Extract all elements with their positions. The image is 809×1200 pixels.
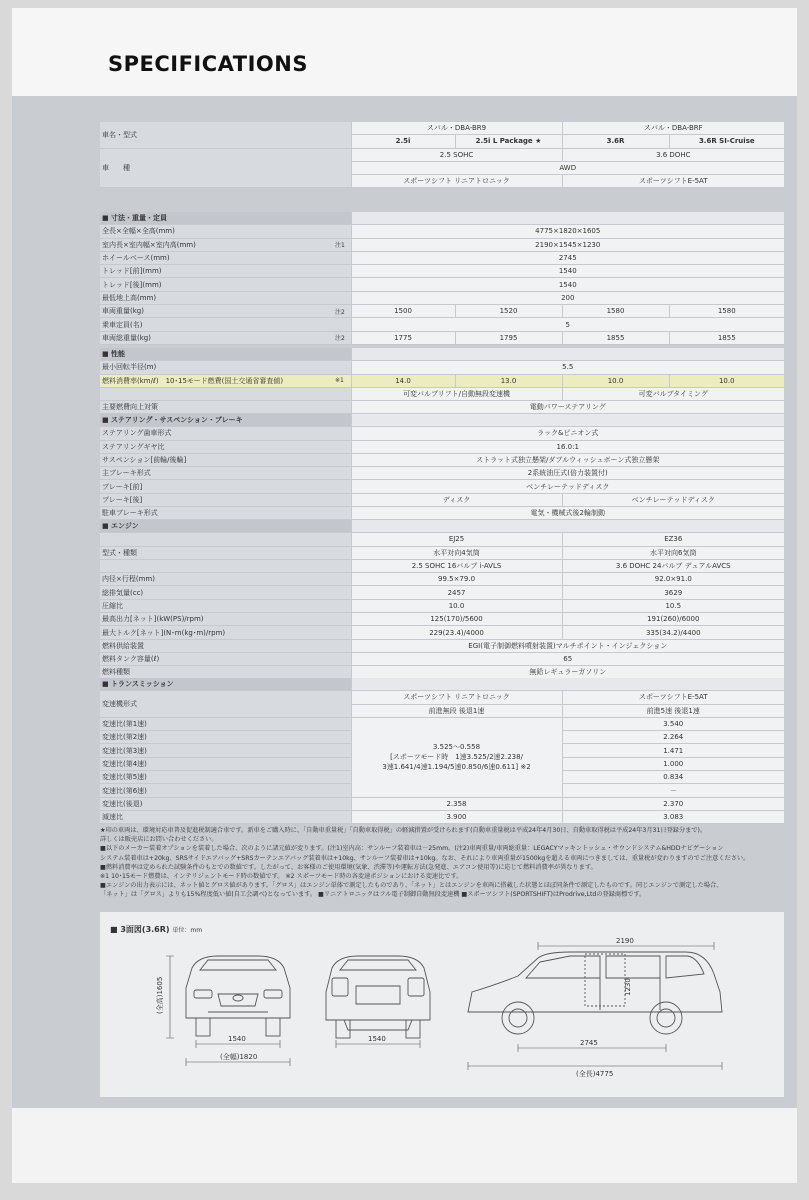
spec-value: － <box>562 784 784 797</box>
spec-label: 変速比(第6速) <box>100 784 333 797</box>
dim-front-tread: 1540 <box>228 1035 246 1043</box>
spec-label: 変速比(第3速) <box>100 744 333 757</box>
spec-value: 10.5 <box>562 599 784 612</box>
spec-label: 乗車定員(名) <box>100 318 333 331</box>
three-view-diagram <box>100 912 784 1097</box>
spec-value: 1.471 <box>562 744 784 757</box>
section-title: ■ ステアリング・サスペンション・ブレーキ <box>100 414 351 427</box>
spec-label: 主ブレーキ形式 <box>100 467 333 480</box>
spec-label: 変速比(第1速) <box>100 717 333 730</box>
spec-value: 65 <box>351 652 784 665</box>
spec-value: 水平対向4気筒 <box>351 546 562 559</box>
spec-note: 注2 <box>333 331 351 344</box>
spec-value: 2.370 <box>562 797 784 810</box>
spec-value: 4775×1820×1605 <box>351 225 784 238</box>
spec-label: 燃料供給装置 <box>100 639 333 652</box>
spec-value: 191(260)/6000 <box>562 613 784 626</box>
spec-label: 全長×全幅×全高(mm) <box>100 225 333 238</box>
spec-value: 2745 <box>351 251 784 264</box>
spec-label: 車両総重量(kg) <box>100 331 333 344</box>
footnote-line: 詳しくは販売店にお問い合わせください。 <box>100 836 218 844</box>
spec-label: 車両重量(kg) <box>100 305 333 318</box>
spec-value: 229(23.4)/4000 <box>351 626 562 639</box>
spec-value: 3.083 <box>562 810 784 823</box>
spec-label: 燃料タンク容量(ℓ) <box>100 652 333 665</box>
spec-value: 3.6 DOHC 24バルブ デュアルAVCS <box>562 559 784 572</box>
footnote-line: ■燃料消費率は定められた試験条件のもとでの数値です。したがって、お客様のご使用環境(気象、渋滞等)や運転方法(急発進、エアコン使用等)に応じて燃料消費率が異なります。 <box>100 863 597 871</box>
spec-label: 最低地上高(mm) <box>100 291 333 304</box>
section-title: ■ 寸法・重量・定員 <box>100 212 351 225</box>
engine-code-right: EZ36 <box>562 533 784 546</box>
spec-value: 1540 <box>351 278 784 291</box>
dim-side-wheelbase: 2745 <box>580 1039 598 1047</box>
spec-label: ステアリングギヤ比 <box>100 440 333 453</box>
spec-value: 2.358 <box>351 797 562 810</box>
dim-side-interior: 2190 <box>616 937 634 945</box>
trans-right: スポーツシフトE-5AT <box>562 175 784 188</box>
footnote-line: ■以下のメーカー装着オプションを装着した場合、次のように諸元値が変ります。(注1)室内高：サンルーフ装着車は－25mm。(注2)車両重量/車両総重量：LEGACYマッキントッシュ・サウンドシステム&HDDナビゲーション <box>100 845 724 853</box>
spec-label: ブレーキ[後] <box>100 493 333 506</box>
front-view-drawing <box>186 956 290 1036</box>
spec-value: 可変バルブタイミング <box>562 387 784 400</box>
spec-value: 水平対向6気筒 <box>562 546 784 559</box>
dim-rear-tread: 1540 <box>368 1035 386 1043</box>
spec-value: 16.0:1 <box>351 440 784 453</box>
spec-label: ホイールベース(mm) <box>100 251 333 264</box>
spec-label: ステアリング歯車形式 <box>100 427 333 440</box>
spec-label: 最高出力[ネット](kW(PS)/rpm) <box>100 613 333 626</box>
footnotes <box>100 826 784 900</box>
spec-label: 変速比(第4速) <box>100 757 333 770</box>
spec-value: 10.0 <box>669 374 784 387</box>
spec-label: 燃料消費率(km/ℓ) 10･15モード燃費(国土交通省審査値) <box>100 374 333 387</box>
spec-value: 1580 <box>669 305 784 318</box>
spec-value: スポーツシフトE-5AT <box>562 691 784 704</box>
spec-value: 5.5 <box>351 361 784 374</box>
dim-front-height: (全高)1605 <box>156 976 164 1014</box>
spec-value: 1580 <box>562 305 669 318</box>
spec-label: 圧縮比 <box>100 599 333 612</box>
grade-2-5i-l-package: 2.5i L Package ★ <box>455 135 562 148</box>
spec-value: ディスク <box>351 493 562 506</box>
section-title: ■ トランスミッション <box>100 678 351 691</box>
model-right: スバル・DBA-BRF <box>562 122 784 135</box>
spec-value: ベンチレーテッドディスク <box>562 493 784 506</box>
transmission-table <box>100 678 784 824</box>
spec-value: 電動パワーステアリング <box>351 401 784 414</box>
car-drawings <box>100 912 784 1097</box>
model-header-table <box>100 122 784 188</box>
dim-side-interior-height: 1230 <box>624 978 632 996</box>
page-bottom-margin <box>12 1108 797 1183</box>
spec-value: 無鉛レギュラーガソリン <box>351 666 784 679</box>
spec-label: 型式・種類 <box>100 546 333 559</box>
spec-value: ストラット式独立懸架/ダブルウィッシュボーン式独立懸架 <box>351 453 784 466</box>
spec-value: 125(170)/5600 <box>351 613 562 626</box>
spec-label: 室内長×室内幅×室内高(mm) <box>100 238 333 251</box>
spec-value: 3.540 <box>562 717 784 730</box>
page-header <box>12 8 797 96</box>
spec-label: 燃料種類 <box>100 666 333 679</box>
spec-value: 10.0 <box>562 374 669 387</box>
spec-value: 5 <box>351 318 784 331</box>
footnote-line: 「ネット」は「グロス」よりも15%程度低い値(自工会調べ)となっています。 ■リニアトロニックはフル電子制御自動無段変速機 ■スポーツシフト(SPORTSHIFT)はProdrive,Ltdの登録商標です。 <box>100 891 646 899</box>
spec-value: 0.834 <box>562 771 784 784</box>
spec-label: トレッド[後](mm) <box>100 278 333 291</box>
spec-label: 最大トルク[ネット](N･m(kg･m)/rpm) <box>100 626 333 639</box>
section-title: ■ エンジン <box>100 520 351 533</box>
side-view-drawing <box>468 952 722 1034</box>
spec-value: 1775 <box>351 331 455 344</box>
engine-left: 2.5 SOHC <box>351 148 562 161</box>
spec-value: 2.5 SOHC 16バルブ i-AVLS <box>351 559 562 572</box>
spec-value: 1855 <box>669 331 784 344</box>
spec-value: 1520 <box>455 305 562 318</box>
trans-left: スポーツシフト リニアトロニック <box>351 175 562 188</box>
diagram-unit: 単位：mm <box>172 927 203 934</box>
spec-value: 2.264 <box>562 731 784 744</box>
spec-value: 3629 <box>562 586 784 599</box>
spec-value: 前進無段 後退1速 <box>351 704 562 717</box>
model-label: 車名・型式 <box>100 122 333 148</box>
spec-value: EGI(電子制御燃料噴射装置)マルチポイント・インジェクション <box>351 639 784 652</box>
spec-value: 14.0 <box>351 374 455 387</box>
model-left: スバル・DBA-BR9 <box>351 122 562 135</box>
footnote-line: システム装着車は+20kg、SRSサイドエアバッグ+SRSカーテンエアバッグ装着車は+10kg、サンルーフ装着車は+10kg。なお、それにより車両重量が1500kgを超える車両につきましては、重量税が変わりますのでご注意ください。 <box>100 854 750 862</box>
spec-value: 前進5速 後退1速 <box>562 704 784 717</box>
spec-value: 99.5×79.0 <box>351 573 562 586</box>
spec-note: 注1 <box>333 238 351 251</box>
spec-label: 総排気量(cc) <box>100 586 333 599</box>
spec-value: 電気・機械式後2輪制動 <box>351 507 784 520</box>
footnote-line: ※1 10･15モード燃費は、インテリジェントモード時の数値です。 ※2 スポーツモード時の各変速ポジションにおける変速比です。 <box>100 873 463 881</box>
engine-code-left: EJ25 <box>351 533 562 546</box>
side-length-dim-line <box>468 1062 722 1070</box>
spec-value: 1500 <box>351 305 455 318</box>
spec-label: 最小回転半径(m) <box>100 361 333 374</box>
section-title: ■ 性能 <box>100 348 351 361</box>
rear-view-drawing <box>326 956 430 1038</box>
engine-right: 3.6 DOHC <box>562 148 784 161</box>
spec-label: サスペンション[前輪/後輪] <box>100 453 333 466</box>
spec-label: ブレーキ[前] <box>100 480 333 493</box>
spec-value: 3速1.641/4速1.194/5速0.850/6速0.611] ※2 <box>382 763 531 772</box>
spec-label: 駐車ブレーキ形式 <box>100 507 333 520</box>
drive-type: AWD <box>351 161 784 174</box>
engine-table <box>100 520 784 680</box>
spec-value: 3.525～0.558 <box>432 743 481 752</box>
spec-value: 92.0×91.0 <box>562 573 784 586</box>
perf-table <box>100 348 784 414</box>
spec-value: ラック&ピニオン式 <box>351 427 784 440</box>
spec-value: 335(34.2)/4400 <box>562 626 784 639</box>
spec-label: 変速比(後退) <box>100 797 333 810</box>
spec-label: 変速比(第5速) <box>100 771 333 784</box>
spec-value: 1855 <box>562 331 669 344</box>
front-height-dim-line <box>166 956 174 1038</box>
spec-label: 変速比(第2速) <box>100 731 333 744</box>
spec-value: 13.0 <box>455 374 562 387</box>
spec-value: スポーツシフト リニアトロニック <box>351 691 562 704</box>
spec-value: 1540 <box>351 265 784 278</box>
cvt-ratio-cell <box>351 717 562 797</box>
vehicle-label: 車 種 <box>100 148 333 188</box>
grade-3-6r: 3.6R <box>562 135 669 148</box>
spec-value: [スポーツモード時 1速3.525/2速2.238/ <box>390 753 523 762</box>
steering-table <box>100 414 784 520</box>
page-title: SPECIFICATIONS <box>108 52 308 76</box>
spec-value: 2457 <box>351 586 562 599</box>
spec-value: 10.0 <box>351 599 562 612</box>
spec-value: 1.000 <box>562 757 784 770</box>
spec-label: トレッド[前](mm) <box>100 265 333 278</box>
spec-label: 内径×行程(mm) <box>100 573 333 586</box>
spec-note: ※1 <box>333 374 351 387</box>
spec-label: 減速比 <box>100 810 333 823</box>
spec-value: 2系統油圧式(倍力装置付) <box>351 467 784 480</box>
spec-value: 3.900 <box>351 810 562 823</box>
spec-label: 変速機形式 <box>100 691 333 718</box>
spec-value: 2190×1545×1230 <box>351 238 784 251</box>
spec-label: 主要燃費向上対策 <box>100 401 333 414</box>
dim-front-width: (全幅)1820 <box>220 1053 258 1061</box>
spec-note: 注2 <box>333 305 351 318</box>
dims-table <box>100 212 784 345</box>
grade-2-5i: 2.5i <box>351 135 455 148</box>
spec-value: ベンチレーテッドディスク <box>351 480 784 493</box>
footnote-line: ■エンジンの出力表示には、ネット値とグロス値があります。「グロス」はエンジン単体で測定したものであり、「ネット」とはエンジンを車両に搭載した状態とほぼ同条件で測定したものです。同じエンジンで測定した場合、 <box>100 882 723 890</box>
dim-side-length: (全長)4775 <box>576 1070 614 1078</box>
diagram-title-text: ■ 3面図(3.6R) <box>110 925 170 934</box>
grade-3-6r-si-cruise: 3.6R SI-Cruise <box>669 135 784 148</box>
footnote-line: ★印の車両は、環境対応車普及促進税制適合車です。新車をご購入時に、「自動車重量税」「自動車取得税」の軽減措置が受けられます(自動車重量税は平成24年4月30日、自動車取得税は平成24年3月31日登録分まで)。 <box>100 827 707 834</box>
spec-value: 200 <box>351 291 784 304</box>
spec-value: 可変バルブリフト/自動無段変速機 <box>351 387 562 400</box>
spec-value: 1795 <box>455 331 562 344</box>
